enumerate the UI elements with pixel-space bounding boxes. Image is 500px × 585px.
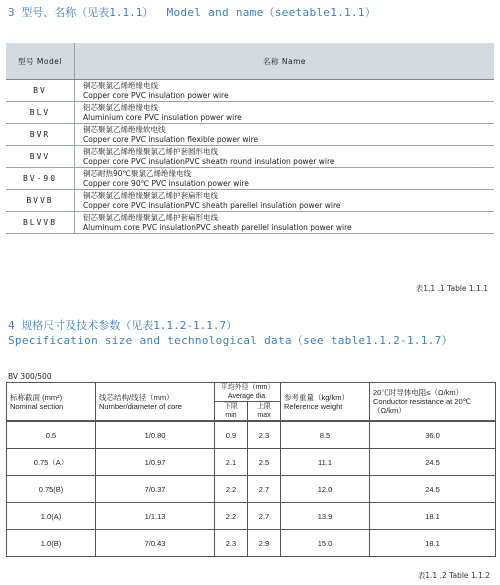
- model-name: [75, 124, 495, 146]
- model-code: BVR: [6, 124, 75, 146]
- model-name-cn: 铜芯聚氯乙烯绝缘软电线: [83, 124, 166, 134]
- cell-min: 2.2: [215, 503, 248, 530]
- table1-row: [6, 212, 494, 234]
- table2-label: BV 300/500: [8, 372, 52, 381]
- cell-weight: 13.9: [281, 503, 370, 530]
- header-max: [248, 402, 281, 422]
- model-name-cn: 铜芯聚氯乙烯绝缘电线: [83, 80, 158, 90]
- header-core-structure-cn: 线芯结构/线径（mm）: [99, 392, 174, 402]
- cell-weight: 12.0: [281, 476, 370, 503]
- cell-section: 1.0(A): [7, 503, 96, 530]
- header-core-structure-en: Number/diameter of core: [99, 401, 182, 411]
- model-code: BLVVB: [6, 212, 75, 234]
- cell-section: 0.5: [7, 421, 96, 449]
- model-name: [75, 212, 495, 234]
- table2-row: [7, 530, 496, 557]
- cell-section: 1.0(B): [7, 530, 96, 557]
- model-name-cn: 铜芯聚氯乙烯绝缘聚氯乙烯护套圆形电线: [83, 146, 218, 156]
- model-name-en: Copper core PVC insulationPVC sheath round insulation power wire: [83, 156, 335, 166]
- table2-row: [7, 449, 496, 476]
- cell-max: 2.7: [248, 476, 281, 503]
- model-name: [75, 190, 495, 212]
- section-4-title-cn: 4 规格尺寸及技术参数（见表1.1.2-1.1.7）: [8, 319, 238, 332]
- model-name-en: Copper core PVC insulationPVC sheath parellel insulation power wire: [83, 200, 341, 210]
- cell-weight: 15.0: [281, 530, 370, 557]
- cell-min: 2.3: [215, 530, 248, 557]
- model-name-cn: 铝芯聚氯乙烯绝缘电线: [83, 102, 158, 112]
- cell-min: 2.2: [215, 476, 248, 503]
- header-nominal-section-en: Nominal section: [10, 401, 64, 411]
- header-conductor-resistance-cn: 20℃时导体电阻≤（Ω/km）: [373, 388, 464, 397]
- table1-header-model: 型号 Model: [6, 43, 75, 80]
- table1-row: [6, 146, 494, 168]
- header-min: [215, 402, 248, 422]
- model-name: [75, 102, 495, 124]
- model-name-cn: 铝芯聚氯乙烯绝缘聚氯乙烯护套扁形电线: [83, 212, 218, 222]
- table2-row: [7, 476, 496, 503]
- header-average-dia-cn: 平均外径（mm）: [220, 384, 275, 391]
- section-3-title-cn: 3 型号、名称（见表1.1.1）: [8, 6, 154, 19]
- model-name-en: Aluminum core PVC insulationPVC sheath parellel insulation power wire: [83, 222, 352, 232]
- cell-max: 2.5: [248, 449, 281, 476]
- header-reference-weight: [281, 383, 370, 422]
- model-code: BV: [6, 80, 75, 102]
- header-conductor-resistance-en: Conductor resistance at 20℃（Ω/km）: [373, 397, 472, 415]
- cell-section: 0.75(B): [7, 476, 96, 503]
- header-nominal-section: [7, 383, 96, 422]
- model-code: BVVB: [6, 190, 75, 212]
- cell-max: 2.9: [248, 530, 281, 557]
- cell-section: 0.75（A）: [7, 449, 96, 476]
- table2-row: [7, 503, 496, 530]
- model-name-en: Aluminium core PVC insulation power wire: [83, 112, 242, 122]
- model-name-en: Copper core 90℃ PVC insulation power wire: [83, 178, 249, 188]
- cell-max: 2.3: [248, 421, 281, 449]
- cell-min: 0.9: [215, 421, 248, 449]
- cell-structure: 7/0.43: [96, 530, 215, 557]
- model-code: BVV: [6, 146, 75, 168]
- header-max-en: max: [257, 412, 271, 419]
- cell-structure: 1/1.13: [96, 503, 215, 530]
- table2-header-row: [7, 383, 496, 402]
- specification-table: [6, 382, 496, 557]
- section-3-title-en: Model and name（seetable1.1.1）: [166, 6, 377, 19]
- table1-row: [6, 102, 494, 124]
- section-4-title-en: Specification size and technological data（see table1.1.2-1.1.7）: [8, 334, 453, 347]
- cell-resist: 24.5: [370, 476, 496, 503]
- table2-row: [7, 421, 496, 449]
- header-average-dia-en: Average dia.: [227, 393, 268, 400]
- cell-resist: 18.1: [370, 530, 496, 557]
- table1-row: [6, 190, 494, 212]
- table1-row: [6, 168, 494, 190]
- table1-row: [6, 80, 494, 102]
- cell-resist: 18.1: [370, 503, 496, 530]
- model-name-cn: 铜芯聚氯乙烯绝缘聚氯乙烯护套扁形电线: [83, 190, 218, 200]
- cell-weight: 8.5: [281, 421, 370, 449]
- header-max-cn: 上限: [257, 403, 271, 410]
- table1-header-row: [6, 43, 494, 80]
- table1-caption: 表1.1 .1 Table 1.1.1: [415, 284, 488, 293]
- header-average-dia: [215, 383, 281, 402]
- header-reference-weight-en: Reference weight: [284, 401, 343, 411]
- table1-header-name: 名称 Name: [75, 43, 495, 80]
- model-code: BV-90: [6, 168, 75, 190]
- model-name-en: Copper core PVC insulation power wire: [83, 90, 229, 100]
- header-nominal-section-cn: 标称截面 (mm²): [10, 392, 63, 402]
- model-name: [75, 146, 495, 168]
- section-4-title: [8, 318, 453, 348]
- cell-structure: 7/0.37: [96, 476, 215, 503]
- table2-caption: 表1.1 .2 Table 1.1.2: [417, 571, 490, 580]
- header-core-structure: [96, 383, 215, 422]
- cell-min: 2.1: [215, 449, 248, 476]
- model-code: BLV: [6, 102, 75, 124]
- model-name: [75, 168, 495, 190]
- cell-max: 2.7: [248, 503, 281, 530]
- table1-row: [6, 124, 494, 146]
- cell-resist: 24.5: [370, 449, 496, 476]
- model-name-table: [6, 43, 494, 234]
- model-name: [75, 80, 495, 102]
- header-min-cn: 下限: [224, 403, 238, 410]
- cell-structure: 1/0.80: [96, 421, 215, 449]
- header-reference-weight-cn: 参考重量（kg/km）: [284, 392, 350, 402]
- cell-structure: 1/0.97: [96, 449, 215, 476]
- header-conductor-resistance: [370, 383, 496, 422]
- header-min-en: min: [225, 412, 237, 419]
- cell-resist: 36.0: [370, 421, 496, 449]
- cell-weight: 11.1: [281, 449, 370, 476]
- model-name-cn: 铜芯耐热90℃聚氯乙烯绝缘电线: [83, 168, 191, 178]
- model-name-en: Copper core PVC insulation flexible power wire: [83, 134, 259, 144]
- section-3-title: [8, 4, 376, 20]
